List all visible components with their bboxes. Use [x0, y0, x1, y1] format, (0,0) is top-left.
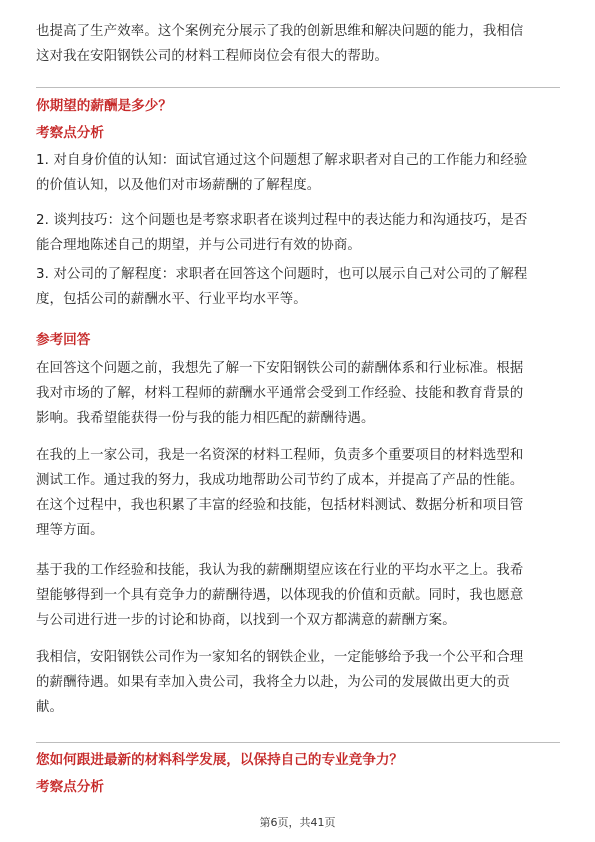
analysis-point-2: [36, 208, 560, 258]
answer-paragraph-2: [36, 443, 560, 543]
text-line: 理等方面。: [36, 523, 104, 538]
text-line: 的薪酬待遇。如果有幸加入贵公司，我将全力以赴，为公司的发展做出更大的贡: [36, 675, 510, 690]
text-line: 这对我在安阳钢铁公司的材料工程师岗位会有很大的帮助。: [36, 49, 389, 64]
section-divider: [36, 87, 560, 88]
text-line: 能合理地陈述自己的期望，并与公司进行有效的协商。: [36, 238, 361, 253]
analysis-point-3: [36, 262, 560, 312]
answer-paragraph-4: [36, 645, 560, 720]
text-line: 与公司进行进一步的讨论和协商，以找到一个双方都满意的薪酬方案。: [36, 613, 456, 628]
text-line: 在这个过程中，我也积累了丰富的经验和技能，包括材料测试、数据分析和项目管: [36, 498, 524, 513]
text-line: 3. 对公司的了解程度：求职者在回答这个问题时，也可以展示自己对公司的了解程: [36, 267, 528, 282]
analysis-heading: 考察点分析: [36, 779, 104, 795]
text-line: 在回答这个问题之前，我想先了解一下安阳钢铁公司的薪酬体系和行业标准。根据: [36, 361, 524, 376]
text-line: 测试工作。通过我的努力，我成功地帮助公司节约了成本，并提高了产品的性能。: [36, 473, 524, 488]
analysis-heading: 考察点分析: [36, 125, 104, 141]
text-line: 基于我的工作经验和技能，我认为我的薪酬期望应该在行业的平均水平之上。我希: [36, 563, 524, 578]
analysis-point-1: [36, 148, 560, 198]
answer-heading: 参考回答: [36, 332, 91, 348]
text-line: 度，包括公司的薪酬水平、行业平均水平等。: [36, 292, 307, 307]
text-line: 1. 对自身价值的认知：面试官通过这个问题想了解求职者对自己的工作能力和经验: [36, 153, 528, 168]
section-divider: [36, 742, 560, 743]
question-title: 您如何跟进最新的材料科学发展，以保持自己的专业竞争力？: [36, 752, 404, 768]
text-line: 我对市场的了解，材料工程师的薪酬水平通常会受到工作经验、技能和教育背景的: [36, 386, 524, 401]
text-line: 的价值认知，以及他们对市场薪酬的了解程度。: [36, 178, 321, 193]
text-line: 望能够得到一个具有竞争力的薪酬待遇，以体现我的价值和贡献。同时，我也愿意: [36, 588, 524, 603]
text-line: 影响。我希望能获得一份与我的能力相匹配的薪酬待遇。: [36, 411, 375, 426]
text-line: 在我的上一家公司，我是一名资深的材料工程师，负责多个重要项目的材料选型和: [36, 448, 524, 463]
text-line: 献。: [36, 700, 64, 715]
intro-paragraph: [36, 19, 560, 69]
question-title: 你期望的薪酬是多少？: [36, 98, 172, 114]
text-line: 2. 谈判技巧：这个问题也是考察求职者在谈判过程中的表达能力和沟通技巧，是否: [36, 213, 528, 228]
answer-paragraph-1: [36, 356, 560, 431]
text-line: 也提高了生产效率。这个案例充分展示了我的创新思维和解决问题的能力，我相信: [36, 24, 524, 39]
page-number: 第6页，共41页: [259, 816, 336, 829]
text-line: 我相信，安阳钢铁公司作为一家知名的钢铁企业，一定能够给予我一个公平和合理: [36, 650, 524, 665]
answer-paragraph-3: [36, 558, 560, 633]
